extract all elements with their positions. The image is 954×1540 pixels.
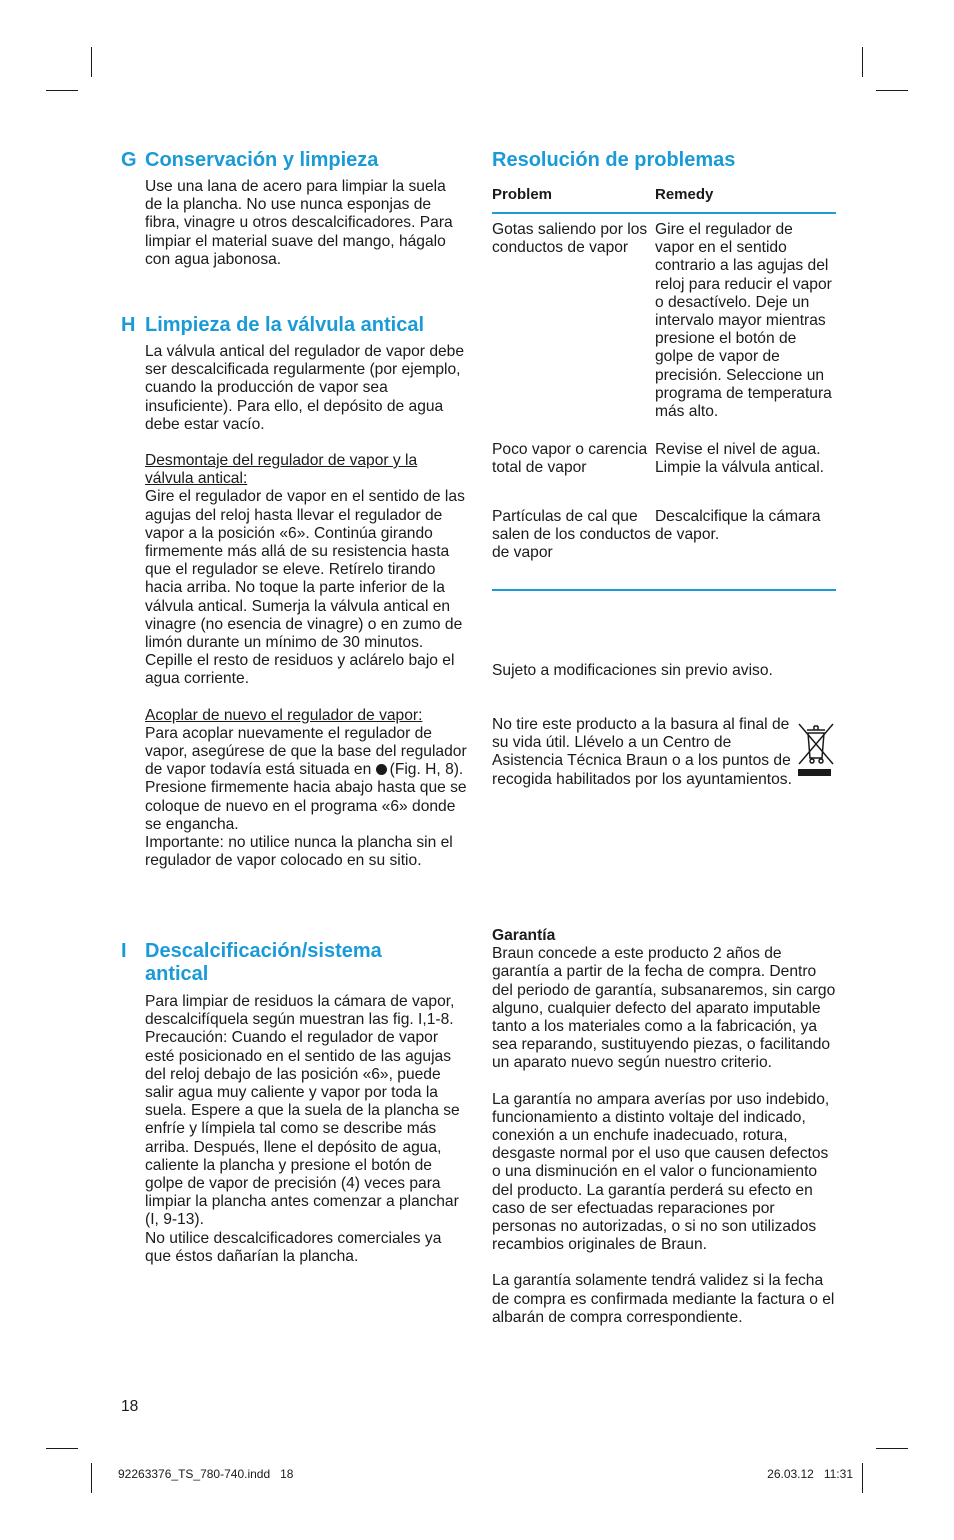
important-note: Importante: no utilice nunca la plancha sin el regulador de vapor colocado en su sitio. [145, 834, 453, 870]
warranty-title: Garantía [492, 927, 556, 944]
crop-mark [91, 1463, 92, 1493]
table-row [492, 214, 836, 436]
table-cell-problem: Poco vapor o carencia total de vapor [492, 441, 648, 477]
filled-dot-icon [376, 764, 387, 775]
reattach-heading [145, 707, 467, 725]
warranty-block [492, 927, 836, 1327]
section-g-heading [121, 149, 465, 172]
reattach-body-part2: (Fig. H, 8). Presione firmemente hacia abajo hasta que se coloque de nuevo en el programa «6» donde se engancha. [145, 761, 467, 833]
crop-mark [862, 47, 863, 77]
section-g-letter: G [121, 149, 137, 171]
crop-mark [91, 47, 92, 77]
table-bottom-rule [492, 589, 836, 591]
section-h-heading [121, 314, 465, 337]
footer-file-info: 92263376_TS_780-740.indd 18 [118, 1467, 294, 1481]
crop-mark [862, 1463, 863, 1493]
section-i-title: Descalcificación/sistema antical [145, 940, 382, 985]
table-cell-remedy: Revise el nivel de agua. Limpie la válvula antical. [655, 441, 825, 477]
reattach-body-part1: Para acoplar nuevamente el regulador de vapor, asegúrese de que la base del regulador de vapor todavía está situada en [145, 724, 467, 779]
table-cell-problem: Gotas saliendo por los conductos de vapor [492, 221, 648, 257]
crop-mark [46, 1448, 78, 1449]
notice-block [492, 662, 836, 680]
disposal-text: No tire este producto a la basura al final de su vida útil. Llévelo a un Centro de Asistencia Técnica Braun o a los puntos de recogida habilitados por los ayuntamientos. [492, 716, 792, 788]
remove-heading [145, 452, 467, 488]
reattach-heading-text: Acoplar de nuevo el regulador de vapor: [145, 706, 423, 724]
warranty-paragraph-2: La garantía no ampara averías por uso indebido, funcionamiento a distinto voltaje del indicado, conexión a un enchufe inadecuado, rotura, desgaste normal por el uso que causen defectos o una disminución en el valor o funcionamiento del producto. La garantía perderá su efecto en caso de ser efectuadas reparaciones por personas no autorizadas, o si no son utilizados recambios originales de Braun. [492, 1090, 830, 1254]
crop-mark [876, 90, 908, 91]
table-cell-remedy: Descalcifique la cámara de vapor. [655, 508, 821, 544]
section-g-title: Conservación y limpieza [145, 149, 379, 171]
table-header [492, 184, 836, 214]
remove-body: Gire el regulador de vapor en el sentido de las agujas del reloj hasta llevar el regulador de vapor a la posición «6». Continúa girando firmemente más allá de su resistencia hasta que el regulador se eleve. Retírelo tirando hacia arriba. No toque la parte inferior de la válvula antical. Sumerja la válvula antical en vinagre (no esencia de vinagre) o en zumo de limón durante un mínimo de 30 minutos. Cepille el resto de residuos y aclárelo bajo el agua corriente. [145, 488, 465, 688]
crop-mark [876, 1448, 908, 1449]
section-h-title: Limpieza de la válvula antical [145, 314, 425, 336]
troubleshooting-table [492, 184, 836, 591]
column-header-remedy: Remedy [655, 186, 714, 203]
table-cell-remedy: Gire el regulador de vapor en el sentido contrario a las agujas del reloj para reducir el vapor o desactívelo. Deje un intervalo mayor mientras presione el botón de golpe de vapor de precisión. Seleccione un programa de temperatura más alto. [655, 221, 832, 421]
section-i-body [145, 993, 467, 1266]
footer-date-info: 26.03.12 11:31 [767, 1467, 853, 1481]
change-notice: Sujeto a modificaciones sin previo aviso. [492, 662, 773, 679]
table-row [492, 508, 836, 589]
reattach-body [145, 725, 467, 834]
table-row [492, 436, 836, 508]
troubleshooting-heading: Resolución de problemas [492, 149, 736, 171]
section-g-body [145, 178, 467, 269]
section-i-paragraph: Para limpiar de residuos la cámara de vapor, descalcifíquela según muestran las fig. I,1-8. Precaución: Cuando el regulador de vapor esté posicionado en el sentido de las agujas del reloj debajo de las posición «6», puede salir agua muy caliente y vapor por toda la suela. Espere a que la suela de la plancha se enfríe y límpiela tal como se describe más arriba. Después, llene el depósito de agua, caliente la plancha y presione el botón de golpe de vapor de precisión (4) veces para limpiar la plancha antes comenzar a planchar (I, 9-13). [145, 993, 460, 1229]
section-i-heading [121, 940, 445, 986]
table-cell-problem: Partículas de cal que salen de los conductos de vapor [492, 508, 651, 562]
warranty-paragraph-1: Braun concede a este producto 2 años de garantía a partir de la fecha de compra. Dentro del periodo de garantía, subsanaremos, sin cargo alguno, cualquier defecto del aparato imputable tanto a los materiales como a la fabricación, ya sea reparando, sustituyendo piezas, o facilitando un aparato nuevo según nuestro criterio. [492, 945, 836, 1072]
section-h-body [145, 343, 467, 870]
section-i-letter: I [121, 940, 127, 962]
section-h-intro: La válvula antical del regulador de vapor debe ser descalcificada regularmente (por ejemplo, cuando la producción de vapor sea insuficiente). Para ello, el depósito de agua debe estar vacío. [145, 343, 465, 433]
warranty-paragraph-3: La garantía solamente tendrá validez si la fecha de compra es confirmada mediante la factura o el albarán de compra correspondiente. [492, 1272, 835, 1326]
section-g-paragraph: Use una lana de acero para limpiar la suela de la plancha. No use nunca esponjas de fibra, vinagre u otros descalcificadores. Para limpiar el material suave del mango, hágalo con agua jabonosa. [145, 178, 453, 268]
crop-mark [46, 90, 78, 91]
page-number: 18 [121, 1398, 139, 1415]
remove-heading-text: Desmontaje del regulador de vapor y la válvula antical: [145, 452, 418, 488]
column-header-problem: Problem [492, 186, 553, 203]
disposal-block [492, 716, 792, 789]
section-h-letter: H [121, 314, 136, 336]
section-i-warning: No utilice descalcificadores comerciales ya que éstos dañarían la plancha. [145, 1229, 442, 1265]
crossed-bin-icon [796, 720, 836, 780]
